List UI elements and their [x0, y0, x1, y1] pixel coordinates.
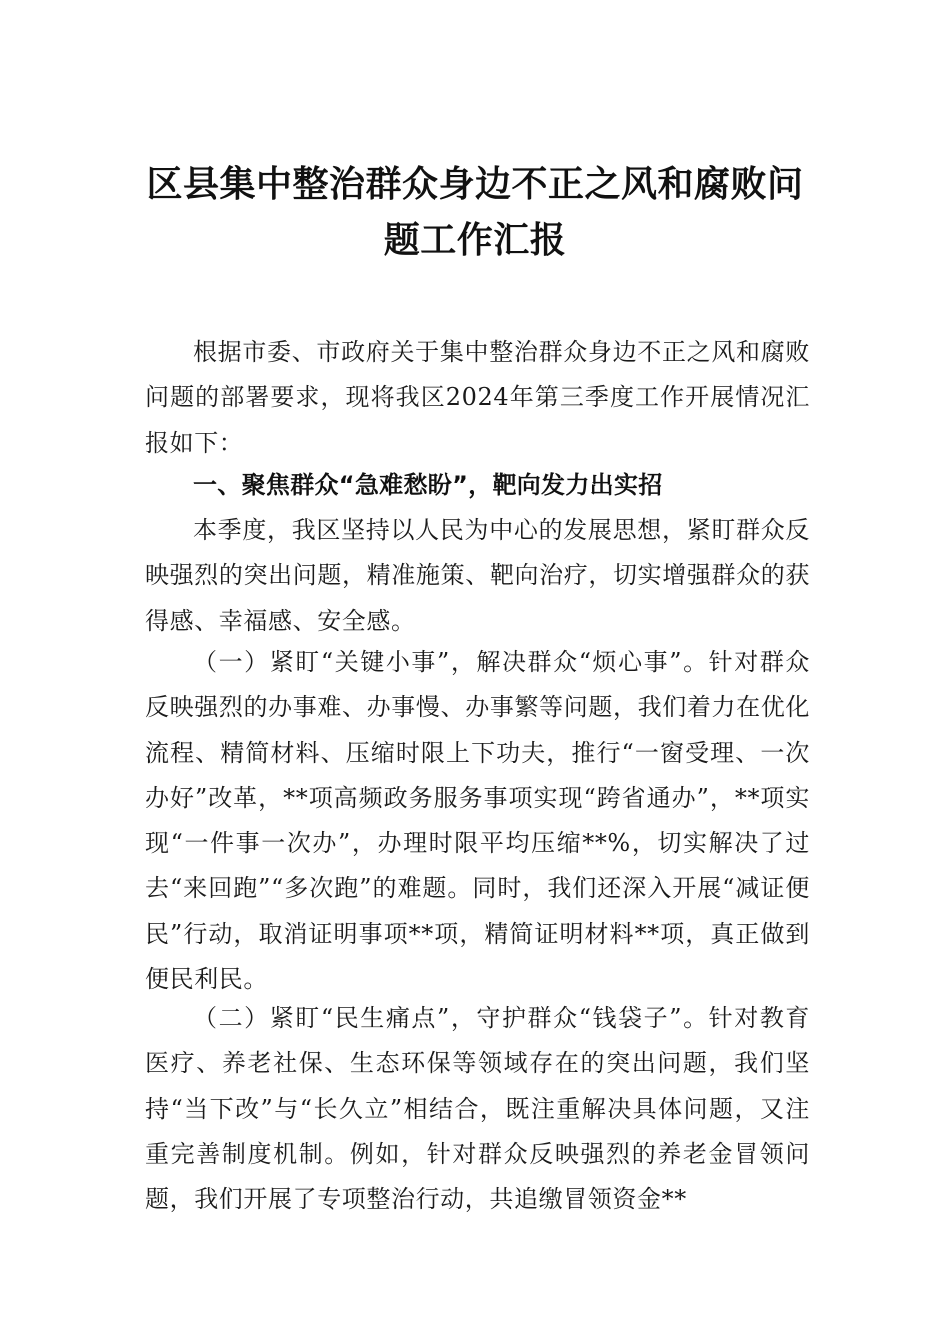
document-title-line1: 区县集中整治群众身边不正之风和腐败问 — [146, 163, 804, 205]
subsection2-content — [145, 996, 810, 1222]
subsection1-body: 针对群众反映强烈的办事难、办事慢、办事繁等问题，我们着力在优化流程、精简材料、压缩时限上下功夫，推行“一窗受理、一次办好”改革，**项高频政务服务事项实现“跨省通办”，**项实现“一件事一次办”，办理时限平均压缩**%，切实解决了过去“来回跑”“多次跑”的难题。同时，我们还深入开展“减证便民”行动，取消证明事项**项，精简证明材料**项，真正做到便民利民。 — [145, 648, 810, 994]
intro-text: 根据市委、市政府关于集中整治群众身边不正之风和腐败问题的部署要求，现将我区2024年第三季度工作开展情况汇报如下： — [145, 338, 810, 457]
section1-summary-paragraph — [145, 508, 810, 644]
section1-summary-text: 本季度，我区坚持以人民为中心的发展思想，紧盯群众反映强烈的突出问题，精准施策、靶向治疗，切实增强群众的获得感、幸福感、安全感。 — [145, 516, 810, 635]
subsection1-heading: （一）紧盯“关键小事”，解决群众“烦心事”。 — [193, 648, 709, 676]
subsection1-content — [145, 640, 810, 1002]
section1-heading: 一、聚焦群众“急难愁盼”，靶向发力出实招 — [193, 471, 663, 499]
document-title-line2: 题工作汇报 — [383, 219, 567, 261]
intro-paragraph — [145, 330, 810, 466]
subsection1-paragraph — [145, 640, 810, 1002]
subsection2-paragraph — [145, 996, 810, 1222]
subsection2-heading: （二）紧盯“民生痛点”，守护群众“钱袋子”。 — [193, 1004, 709, 1032]
subsection2-body: 针对教育医疗、养老社保、生态环保等领域存在的突出问题，我们坚持“当下改”与“长久立”相结合，既注重解决具体问题，又注重完善制度机制。例如，针对群众反映强烈的养老金冒领问题，我们开展了专项整治行动，共追缴冒领资金** — [145, 1004, 810, 1214]
